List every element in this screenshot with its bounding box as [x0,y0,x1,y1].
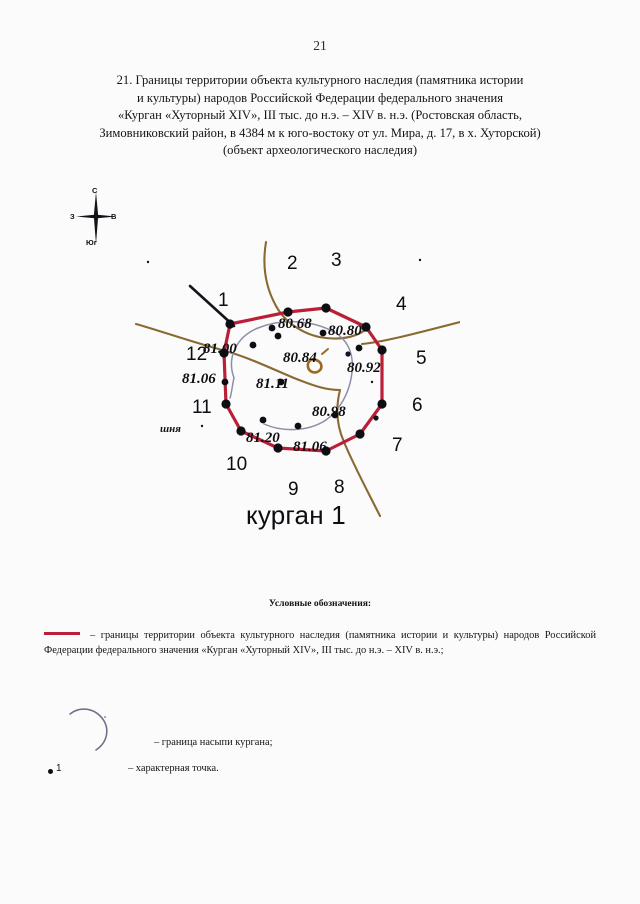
elevation-dot [250,342,257,349]
vertex-dot [377,399,386,408]
page-title [48,72,592,160]
legend-point-dot-icon [48,769,53,774]
legend-mound-text: – граница насыпи кургана; [154,737,273,748]
legend-title: Условные обозначения: [268,598,372,609]
vertex-dot [377,345,386,354]
legend-boundary-swatch [44,632,80,635]
elevation-label: 80.84 [283,350,317,366]
vertex-number-4: 4 [396,294,407,315]
vertex-dot [225,319,234,328]
elevation-label: 80.92 [347,360,381,376]
elevation-label: 81.00 [203,341,237,357]
vertex-number-3: 3 [331,250,342,271]
vertex-number-group [186,250,427,500]
vertex-number-8: 8 [334,477,345,498]
elevation-label: 80.98 [312,404,346,420]
title-line-5: (объект археологического наследия) [222,143,418,157]
elevation-label: 80.80 [328,323,362,339]
vertex-dot [355,429,364,438]
legend-boundary-text: – границы территории объекта культурного наследия (памятника истории и культуры) народов Российской Федерации федерального значения «Курган «Хуторный XIV», III тыс. до н.э. – XIV в. н.э.; [44,630,596,656]
elevation-dot [356,345,363,352]
vertex-number-1: 1 [218,290,229,311]
vertex-dot [321,303,330,312]
vertex-number-12: 12 [186,344,208,365]
legend-item-point [44,763,596,783]
vertex-number-11: 11 [192,397,212,418]
elevation-label: 81.20 [246,430,280,446]
elevation-dot [222,379,229,386]
compass-south-label: Юг [86,238,97,247]
title-line-1: 21. Границы территории объекта культурного наследия (памятника истории [116,73,524,87]
vertex-dot [221,399,230,408]
compass-east-label: В [111,212,117,221]
elevation-label: 81.11 [256,376,289,392]
vertex-number-2: 2 [287,253,298,274]
page-number: 21 [313,38,327,53]
compass-north-label: С [92,186,98,195]
title-line-3: «Курган «Хуторный XIV», III тыс. до н.э. – XIV в. н.э. (Ростовская область, [117,108,523,122]
elevation-dot [269,325,276,332]
legend-point-number: 1 [56,763,62,774]
map-partial-word: шня [160,423,181,435]
vertex-number-6: 6 [412,395,423,416]
elevation-dot [320,330,327,337]
elevation-label-group [182,316,381,455]
legend-mound-swatch [64,700,124,752]
vertex-number-5: 5 [416,348,427,369]
legend-item-mound [44,700,596,756]
title-line-2: и культуры) народов Российской Федерации федерального значения [137,90,503,105]
elevation-label: 81.06 [293,439,327,455]
vertex-number-7: 7 [392,435,403,456]
elevation-dot [260,417,267,424]
compass-rose [70,186,122,248]
vertex-dot [361,322,370,331]
vertex-number-10: 10 [226,454,248,475]
compass-west-label: З [70,212,75,221]
legend-point-text: – характерная точка. [128,763,219,774]
elevation-dot [295,423,302,430]
title-line-4: Зимовниковский район, в 4384 м к юго-востоку от ул. Мира, д. 17, в х. Хуторской) [99,125,541,140]
vertex-number-9: 9 [288,479,299,500]
kurgan-object-label: курган 1 [246,500,346,530]
elevation-dot [275,333,282,340]
legend-item-boundary [44,628,596,658]
elevation-label: 80.68 [278,316,312,332]
vertex-dot [236,426,245,435]
elevation-label: 81.06 [182,371,216,387]
mound-arc-icon [64,700,124,752]
